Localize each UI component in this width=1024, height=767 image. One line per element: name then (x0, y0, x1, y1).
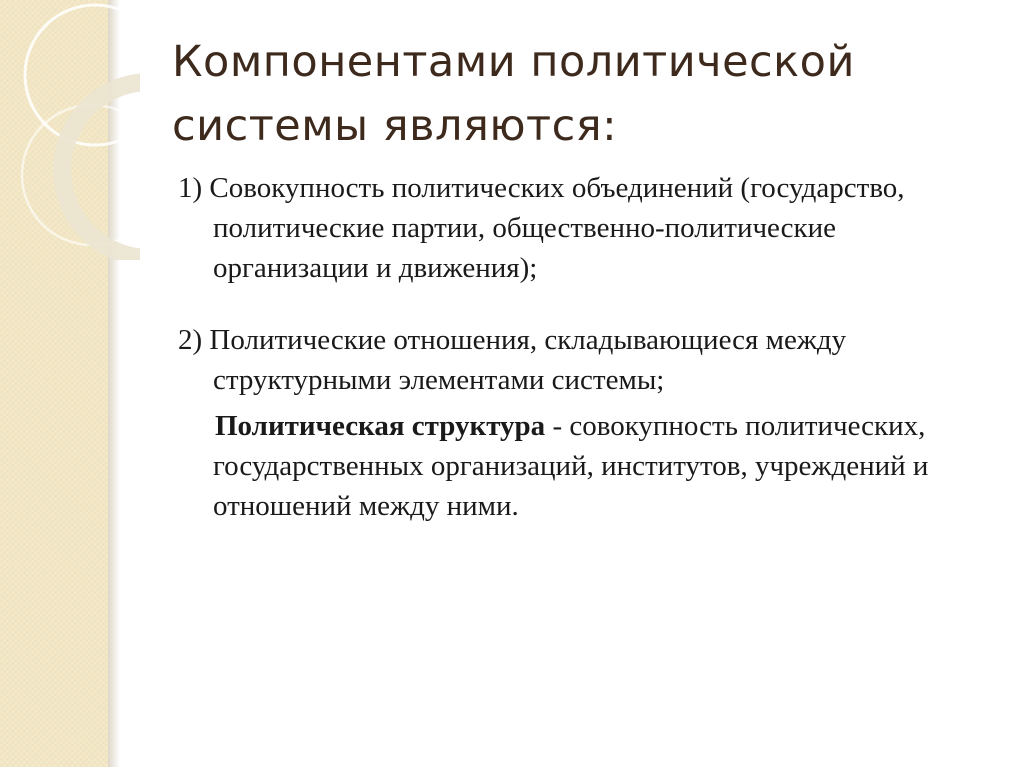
list-item: 2) Политические отношения, складывающиеся между структурными элементами системы; (178, 324, 847, 396)
definition-paragraph (178, 406, 988, 526)
slide-body (178, 168, 988, 526)
slide-title: Компонентами политической системы являются: (172, 37, 855, 151)
definition-text: - совокупность политических, государственных организаций, институтов, учреждений и отношений между ними. (213, 410, 929, 522)
definition-term: Политическая структура (215, 410, 546, 442)
list-item: 1) Совокупность политических объединений (государство, политические партии, общественно-политические организации и движения); (178, 172, 905, 284)
decorative-circles (0, 0, 140, 260)
